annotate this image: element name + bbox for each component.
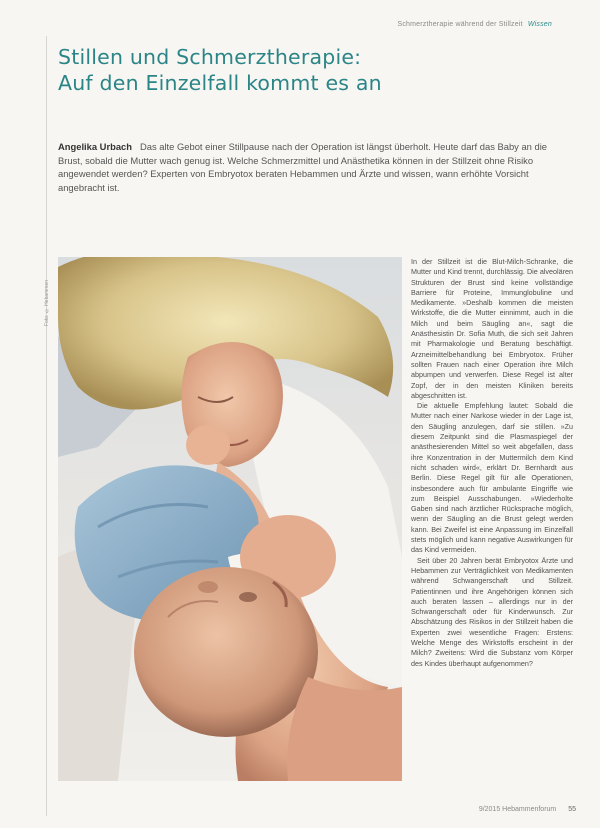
title-line-2: Auf den Einzelfall kommt es an [58,71,382,95]
photo-credit: Foto: © Hebammen [44,279,50,326]
article-title [58,44,578,96]
title-line-1: Stillen und Schmerztherapie: [58,45,362,69]
section-label: Wissen [527,21,552,28]
page-number: 55 [568,806,576,813]
breastfeeding-photo-illustration [58,257,402,781]
running-head [397,21,552,28]
article-photo [58,257,402,781]
page-footer [479,806,576,813]
body-paragraph-2: Die aktuelle Empfehlung lautet: Sobald die Mutter nach einer Narkose wieder in der Lage ist, den Säugling anzulegen, darf sie stillen. »Zu diesem Zeitpunkt sind die Plasmaspiegel der anästhesierenden Mittel so weit abgefallen, dass ihre Konzentration in der Muttermilch dem Kind nicht schaden wird«, erklärt Dr. Bernhardt aus Berlin. Diese Regel gilt für alle Operationen, insbesondere auch für ambulante Eingriffe wie zum Beispiel Ausschabungen. »Wiederholte Gaben sind nach ärztlicher Rücksprache möglich, wenn der Säugling an die Brust gelegt werden kann. Bei Zweifel ist eine Anpassung im Einzelfall stets möglich und kann negative Auswirkungen für das Kind vermeiden. [411,401,573,555]
margin-rule [46,36,47,816]
article-lead [58,140,558,194]
running-title: Schmerztherapie während der Stillzeit [397,21,523,28]
lead-text: Das alte Gebot einer Stillpause nach der Operation ist längst überholt. Heute darf das Baby an die Brust, sobald die Mutter wach genug ist. Welche Schmerzmittel und Anästhetika können in der Stillzeit ohne Risiko angewendet werden? Experten von Embryotox beraten Hebammen und Ärzte und wissen, wann erhöhte Vorsicht angebracht ist. [58,141,548,193]
body-paragraph-1: In der Stillzeit ist die Blut-Milch-Schranke, die Mutter und Kind trennt, durchlässig. Die alveolären Strukturen der Brust sind keine vollständige Barriere für Proteine, Immunglobuline und Medikamente. »Deshalb kommen die meisten Wirkstoffe, die die Mutter einnimmt, auch in die Milch und beim Säugling an«, sagt die Anästhesistin Dr. Sofia Muth, die sich seit Jahren mit Pharmakologie und Beratung beschäftigt. Arzneimittelbehandlung bei Embryotox. Früher sollten Frauen nach einer Operation ihre Milch abpumpen und verwerfen. Diese Regel ist alter Zopf, der in den meisten Kliniken bereits abgeschnitten ist. [411,257,573,400]
issue-label: 9/2015 Hebammenforum [478,806,557,813]
body-paragraph-3: Seit über 20 Jahren berät Embryotox Ärzte und Hebammen zur Verträglichkeit von Medikamenten während Schwangerschaft und Stillzeit. Patientinnen und ihre Angehörigen können sich auch beraten lassen – allerdings nur in der Schwangerschaft oder für Kinderwunsch. Zur Abschätzung des Risikos in der Stillzeit haben die Experten zwei wesentliche Fragen: Erstens: Welche Menge des Wirkstoffs erscheint in der Milch? Zweitens: Wird die Substanz vom Körper des Kindes überhaupt aufgenommen? [411,555,573,668]
article-body [411,257,573,777]
author-name: Angelika Urbach [58,141,132,152]
